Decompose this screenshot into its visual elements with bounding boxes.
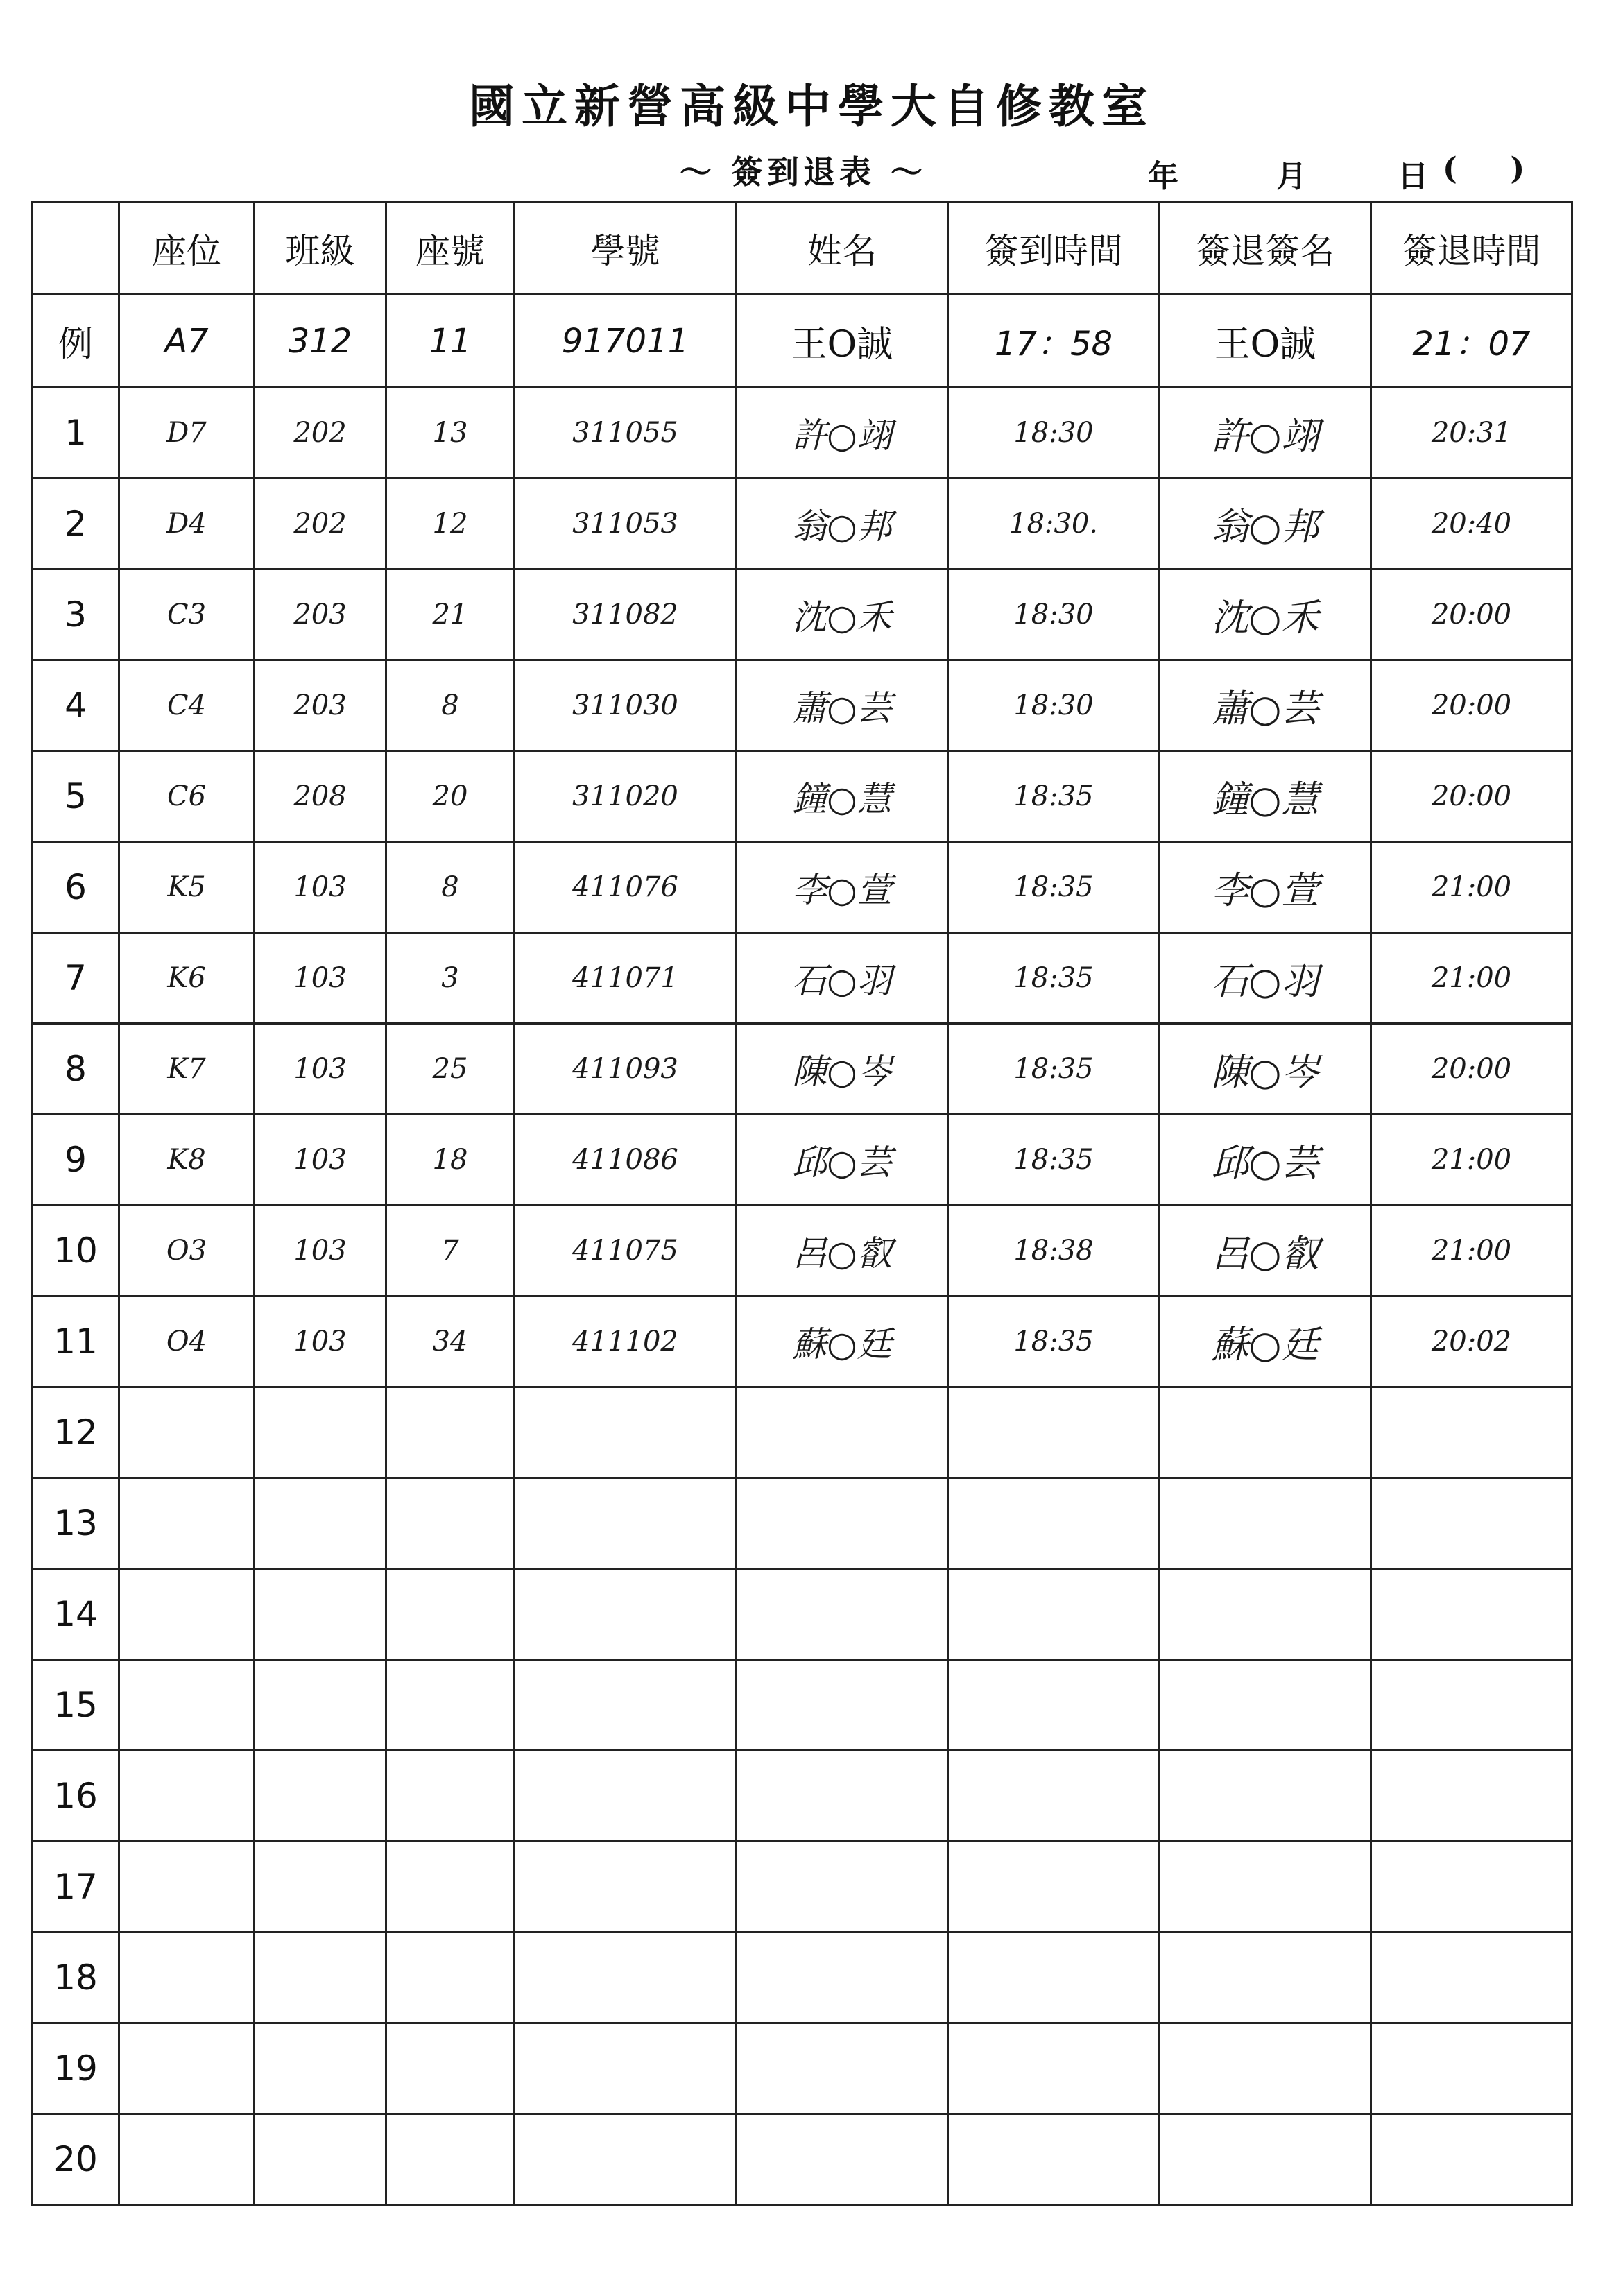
row-number: 16 [33,1751,119,1842]
cell-seat[interactable]: O3 [119,1206,255,1296]
cell-seat-number[interactable] [386,1842,515,1933]
date-month-label: 月 [1276,159,1307,194]
row-number: 2 [33,479,119,569]
cell-signout-signature[interactable] [1160,1933,1371,2023]
table-row [33,1842,1572,1933]
cell-seat-number[interactable]: 18 [386,1115,515,1206]
cell-name[interactable] [737,1660,948,1751]
cell-checkin-time[interactable]: 18:38 [948,1206,1160,1296]
cell-checkin-time[interactable] [948,1751,1160,1842]
date-day-label: 日 [1398,159,1428,194]
col-header-student-id: 學號 [515,203,737,295]
cell-checkout-time[interactable]: 20:00 [1371,569,1572,660]
example-checkout: 21：07 [1371,295,1572,388]
cell-name[interactable] [737,1842,948,1933]
cell-name[interactable] [737,1478,948,1569]
example-student-id: 917011 [515,295,737,388]
cell-class[interactable]: 202 [255,388,386,479]
row-number: 1 [33,388,119,479]
cell-checkout-time[interactable]: 20:31 [1371,388,1572,479]
example-row [33,295,1572,388]
cell-checkin-time[interactable]: 18:35 [948,933,1160,1024]
col-header-name: 姓名 [737,203,948,295]
cell-class[interactable]: 103 [255,1206,386,1296]
table-row [33,1296,1572,1387]
cell-checkout-time[interactable] [1371,1933,1572,2023]
cell-checkout-time[interactable] [1371,1842,1572,1933]
cell-signout-signature[interactable] [1160,1569,1371,1660]
cell-seat[interactable] [119,1387,255,1478]
form-subtitle: 〜 簽到退表 〜 [680,153,927,191]
cell-student-id[interactable]: 311053 [515,479,737,569]
col-header-index [33,203,119,295]
cell-student-id[interactable] [515,1751,737,1842]
cell-checkout-time[interactable] [1371,1387,1572,1478]
cell-seat-number[interactable]: 13 [386,388,515,479]
cell-signout-signature[interactable]: 邱○芸 [1160,1115,1371,1206]
cell-name[interactable]: 鐘○慧 [737,751,948,842]
cell-seat-number[interactable]: 12 [386,479,515,569]
cell-checkin-time[interactable]: 18:35 [948,751,1160,842]
example-signature: 王O誠 [1160,295,1371,388]
cell-seat[interactable]: K5 [119,842,255,933]
cell-name[interactable]: 李○萱 [737,842,948,933]
cell-seat-number[interactable] [386,1387,515,1478]
table-row [33,1115,1572,1206]
cell-signout-signature[interactable]: 李○萱 [1160,842,1371,933]
cell-seat-number[interactable]: 8 [386,660,515,751]
cell-checkin-time[interactable] [948,1660,1160,1751]
cell-signout-signature[interactable] [1160,1751,1371,1842]
cell-seat[interactable] [119,2023,255,2114]
row-number: 13 [33,1478,119,1569]
row-number: 12 [33,1387,119,1478]
table-row [33,1206,1572,1296]
cell-class[interactable] [255,1387,386,1478]
cell-checkin-time[interactable] [948,2114,1160,2205]
row-number: 15 [33,1660,119,1751]
cell-checkin-time[interactable]: 18:35 [948,842,1160,933]
cell-student-id[interactable] [515,1387,737,1478]
cell-student-id[interactable] [515,2023,737,2114]
cell-seat-number[interactable]: 8 [386,842,515,933]
cell-class[interactable] [255,2023,386,2114]
row-number: 10 [33,1206,119,1296]
table-row [33,751,1572,842]
cell-seat[interactable]: O4 [119,1296,255,1387]
row-number: 3 [33,569,119,660]
cell-seat[interactable] [119,1660,255,1751]
example-seat: A7 [119,295,255,388]
cell-checkout-time[interactable] [1371,2023,1572,2114]
cell-checkin-time[interactable]: 18:35 [948,1024,1160,1115]
cell-seat[interactable]: K8 [119,1115,255,1206]
table-row [33,569,1572,660]
cell-seat-number[interactable]: 21 [386,569,515,660]
example-class: 312 [255,295,386,388]
cell-name[interactable] [737,1751,948,1842]
cell-class[interactable]: 103 [255,1296,386,1387]
cell-checkout-time[interactable]: 20:40 [1371,479,1572,569]
row-number: 5 [33,751,119,842]
table-row [33,2114,1572,2205]
cell-checkin-time[interactable] [948,1478,1160,1569]
cell-checkin-time[interactable]: 18:35 [948,1296,1160,1387]
table-row [33,2023,1572,2114]
cell-student-id[interactable]: 411076 [515,842,737,933]
cell-checkin-time[interactable] [948,1569,1160,1660]
cell-checkin-time[interactable] [948,1842,1160,1933]
cell-checkout-time[interactable] [1371,2114,1572,2205]
cell-class[interactable]: 203 [255,660,386,751]
col-header-signout-sign: 簽退簽名 [1160,203,1371,295]
cell-class[interactable] [255,2114,386,2205]
cell-seat[interactable] [119,1751,255,1842]
cell-student-id[interactable]: 411086 [515,1115,737,1206]
cell-signout-signature[interactable]: 呂○叡 [1160,1206,1371,1296]
cell-checkout-time[interactable]: 21:00 [1371,1206,1572,1296]
cell-seat[interactable]: C3 [119,569,255,660]
cell-signout-signature[interactable]: 許○翊 [1160,388,1371,479]
cell-class[interactable]: 103 [255,842,386,933]
cell-student-id[interactable]: 411071 [515,933,737,1024]
table-row [33,1751,1572,1842]
cell-class[interactable]: 203 [255,569,386,660]
cell-seat-number[interactable]: 20 [386,751,515,842]
example-number: 11 [386,295,515,388]
cell-seat[interactable] [119,1569,255,1660]
cell-name[interactable] [737,1569,948,1660]
cell-class[interactable] [255,1751,386,1842]
cell-name[interactable]: 石○羽 [737,933,948,1024]
row-number: 9 [33,1115,119,1206]
cell-student-id[interactable] [515,1842,737,1933]
cell-class[interactable] [255,1842,386,1933]
row-number: 8 [33,1024,119,1115]
cell-signout-signature[interactable] [1160,2114,1371,2205]
cell-checkin-time[interactable]: 18:30. [948,479,1160,569]
cell-class[interactable] [255,1569,386,1660]
cell-name[interactable]: 蕭○芸 [737,660,948,751]
cell-class[interactable] [255,1660,386,1751]
table-row [33,933,1572,1024]
cell-seat-number[interactable] [386,1660,515,1751]
cell-seat-number[interactable] [386,1478,515,1569]
cell-student-id[interactable]: 311055 [515,388,737,479]
cell-checkout-time[interactable]: 20:02 [1371,1296,1572,1387]
row-number: 14 [33,1569,119,1660]
cell-name[interactable]: 陳○岑 [737,1024,948,1115]
cell-class[interactable]: 103 [255,1115,386,1206]
cell-seat[interactable]: D4 [119,479,255,569]
cell-seat-number[interactable] [386,1933,515,2023]
cell-student-id[interactable]: 411093 [515,1024,737,1115]
cell-name[interactable] [737,1387,948,1478]
cell-name[interactable]: 邱○芸 [737,1115,948,1206]
cell-checkout-time[interactable] [1371,1478,1572,1569]
table-row [33,1569,1572,1660]
cell-name[interactable]: 沈○禾 [737,569,948,660]
cell-seat[interactable]: D7 [119,388,255,479]
cell-checkin-time[interactable]: 18:35 [948,1115,1160,1206]
row-number: 11 [33,1296,119,1387]
cell-student-id[interactable] [515,1660,737,1751]
table-row [33,479,1572,569]
cell-seat[interactable] [119,2114,255,2205]
col-header-class: 班級 [255,203,386,295]
cell-seat-number[interactable] [386,2023,515,2114]
cell-class[interactable] [255,1478,386,1569]
cell-class[interactable]: 103 [255,1024,386,1115]
cell-student-id[interactable] [515,1933,737,2023]
cell-checkout-time[interactable] [1371,1569,1572,1660]
cell-signout-signature[interactable]: 陳○岑 [1160,1024,1371,1115]
table-row [33,660,1572,751]
cell-checkout-time[interactable] [1371,1660,1572,1751]
cell-signout-signature[interactable] [1160,1387,1371,1478]
cell-name[interactable]: 許○翊 [737,388,948,479]
table-row [33,1478,1572,1569]
header-row [33,203,1572,295]
cell-checkin-time[interactable]: 18:30 [948,388,1160,479]
table-row [33,1933,1572,2023]
cell-class[interactable] [255,1933,386,2023]
date-year-label: 年 [1148,159,1178,194]
cell-seat-number[interactable]: 7 [386,1206,515,1296]
cell-checkout-time[interactable] [1371,1751,1572,1842]
cell-checkin-time[interactable] [948,2023,1160,2114]
cell-checkout-time[interactable]: 21:00 [1371,933,1572,1024]
cell-name[interactable]: 翁○邦 [737,479,948,569]
table-row [33,1387,1572,1478]
row-number: 20 [33,2114,119,2205]
row-number: 18 [33,1933,119,2023]
cell-seat-number[interactable] [386,1569,515,1660]
cell-seat[interactable]: K7 [119,1024,255,1115]
cell-seat[interactable]: K6 [119,933,255,1024]
cell-name[interactable]: 呂○叡 [737,1206,948,1296]
cell-name[interactable] [737,2114,948,2205]
cell-class[interactable]: 103 [255,933,386,1024]
cell-seat[interactable] [119,1842,255,1933]
cell-signout-signature[interactable] [1160,1842,1371,1933]
col-header-seat-number: 座號 [386,203,515,295]
cell-checkout-time[interactable]: 21:00 [1371,842,1572,933]
row-number: 19 [33,2023,119,2114]
cell-seat-number[interactable]: 34 [386,1296,515,1387]
cell-seat-number[interactable] [386,2114,515,2205]
cell-seat-number[interactable]: 25 [386,1024,515,1115]
table-row [33,1660,1572,1751]
row-number: 6 [33,842,119,933]
cell-signout-signature[interactable]: 蘇○廷 [1160,1296,1371,1387]
cell-checkout-time[interactable]: 20:00 [1371,1024,1572,1115]
cell-class[interactable]: 202 [255,479,386,569]
cell-class[interactable]: 208 [255,751,386,842]
cell-seat-number[interactable]: 3 [386,933,515,1024]
cell-seat[interactable]: C4 [119,660,255,751]
cell-student-id[interactable]: 311020 [515,751,737,842]
cell-signout-signature[interactable] [1160,1660,1371,1751]
cell-student-id[interactable]: 411102 [515,1296,737,1387]
cell-student-id[interactable]: 311082 [515,569,737,660]
date-weekday-paren: ( ) [1443,151,1525,187]
form-title: 國立新營高級中學大自修教室 [469,79,1154,133]
row-number: 7 [33,933,119,1024]
example-checkin: 17：58 [948,295,1160,388]
cell-checkin-time[interactable] [948,1387,1160,1478]
table-row [33,842,1572,933]
cell-signout-signature[interactable]: 蕭○芸 [1160,660,1371,751]
cell-name[interactable] [737,2023,948,2114]
cell-signout-signature[interactable]: 翁○邦 [1160,479,1371,569]
cell-name[interactable] [737,1933,948,2023]
col-header-checkout-time: 簽退時間 [1371,203,1572,295]
signin-table [31,201,1573,2206]
cell-student-id[interactable]: 411075 [515,1206,737,1296]
cell-signout-signature[interactable] [1160,1478,1371,1569]
cell-signout-signature[interactable]: 鐘○慧 [1160,751,1371,842]
cell-seat[interactable] [119,1478,255,1569]
cell-checkin-time[interactable] [948,1933,1160,2023]
cell-checkin-time[interactable]: 18:30 [948,569,1160,660]
cell-student-id[interactable] [515,2114,737,2205]
cell-checkout-time[interactable]: 20:00 [1371,660,1572,751]
col-header-checkin-time: 簽到時間 [948,203,1160,295]
row-number: 17 [33,1842,119,1933]
cell-signout-signature[interactable]: 石○羽 [1160,933,1371,1024]
cell-seat[interactable] [119,1933,255,2023]
cell-seat-number[interactable] [386,1751,515,1842]
cell-student-id[interactable]: 311030 [515,660,737,751]
cell-signout-signature[interactable] [1160,2023,1371,2114]
col-header-seat: 座位 [119,203,255,295]
cell-student-id[interactable] [515,1569,737,1660]
example-label: 例 [33,295,119,388]
cell-name[interactable]: 蘇○廷 [737,1296,948,1387]
cell-checkout-time[interactable]: 20:00 [1371,751,1572,842]
table-row [33,388,1572,479]
cell-seat[interactable]: C6 [119,751,255,842]
cell-checkout-time[interactable]: 21:00 [1371,1115,1572,1206]
row-number: 4 [33,660,119,751]
cell-signout-signature[interactable]: 沈○禾 [1160,569,1371,660]
table-row [33,1024,1572,1115]
cell-student-id[interactable] [515,1478,737,1569]
cell-checkin-time[interactable]: 18:30 [948,660,1160,751]
example-name: 王O誠 [737,295,948,388]
